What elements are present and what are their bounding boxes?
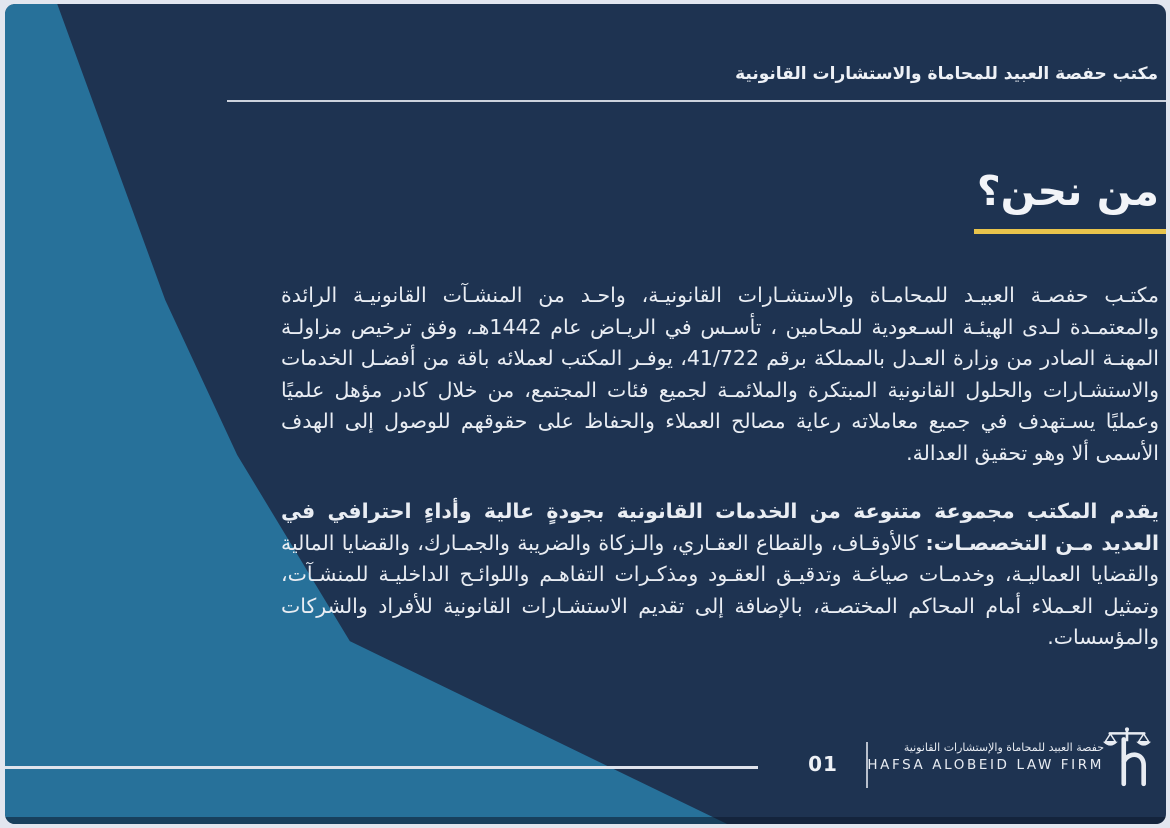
footer-brand — [867, 726, 1152, 788]
slide-bottom-edge-shade — [5, 817, 1166, 824]
slide — [5, 4, 1166, 824]
footer-brand-text — [867, 741, 1104, 773]
header-firm-name: مكتب حفصة العبيد للمحاماة والاستشارات القانونية — [735, 64, 1158, 84]
scales-of-justice-icon — [1102, 726, 1152, 788]
page-number: 01 — [808, 752, 838, 776]
about-text — [281, 280, 1159, 654]
paragraph-2-bold-lead: يقدم المكتب مجموعة متنوعة من الخدمات القانونية بجودةٍ عالية وأداءٍ احترافي في العديد مـن التخصصـات: — [281, 499, 1159, 555]
about-paragraph-2 — [281, 496, 1159, 654]
footer-brand-name-english: HAFSA ALOBEID LAW FIRM — [867, 757, 1104, 773]
title-underline — [974, 229, 1166, 234]
footer-rule — [5, 766, 758, 769]
page-title: من نحن؟ — [976, 167, 1159, 215]
footer-brand-name-arabic: حفصة العبيد للمحاماة والإستشارات القانونية — [903, 741, 1104, 754]
paragraph-2-body: كالأوقـاف، والقطاع العقـاري، والـزكاة والضريبة والجمـارك، والقضايا المالية والقضايا العماليـة، وخدمـات صياغـة وتدقيـق العقـود ومذكـرات التفاهـم واللوائـح الداخليـة للمنشـآت، وتمثيل العـملاء أمام المحاكم المختصـة، بالإضافة إلى تقديم الاستشـارات القانونية للأفراد والشركات والمؤسسات. — [281, 530, 1159, 649]
header-rule — [227, 100, 1166, 102]
about-paragraph-1: مكتـب حفصـة العبيـد للمحامـاة والاستشـارات القانونيـة، واحـد من المنشـآت القانونيـة الرائدة والمعتمـدة لـدى الهيئـة السـعودية للمحامين ، تأسـس في الريـاض عام 1442هـ، وفق ترخيص مزاولـة المهنـة الصادر من وزارة العـدل بالمملكة برقم 41/722، يوفـر المكتب لعملائه باقة من أفضـل الخدمات والاستشـارات والحلول القانونية المبتكرة والملائمـة لجميع فئات المجتمع، من خلال كادر مؤهل علميًا وعمليًا يسـتهدف في جميع معاملاته رعاية مصالح العملاء والحفاظ على حقوقهم للوصول إلى الهدف الأسمى ألا وهو تحقيق العدالة. — [281, 283, 1159, 465]
